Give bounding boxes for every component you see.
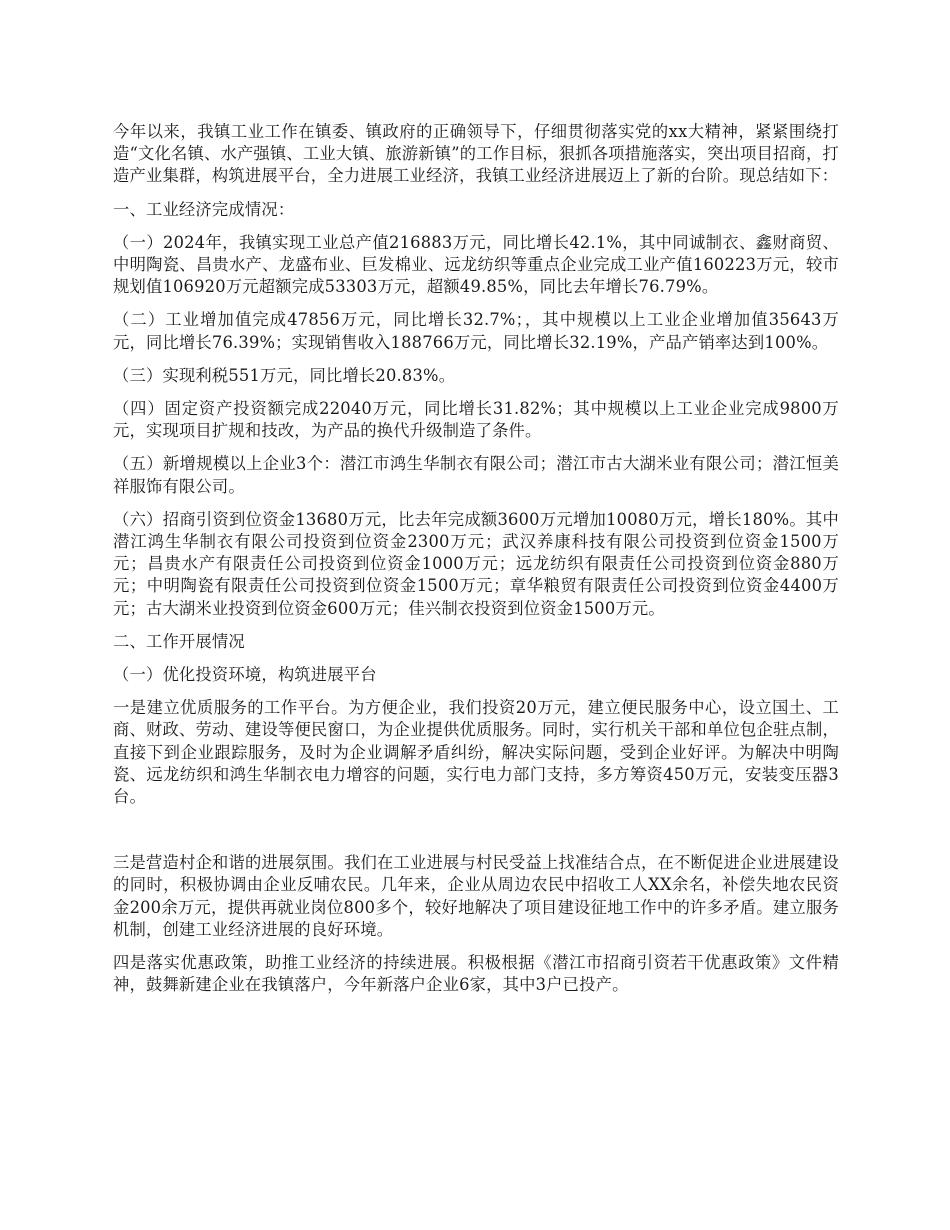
item-paragraph-4: （四）固定资产投资额完成22040万元，同比增长31.82%；其中规模以上工业企业完成9800万元，实现项目扩规和技改，为产品的换代升级制造了条件。 xyxy=(113,399,839,441)
section-heading-1: 一、工业经济完成情况： xyxy=(113,199,295,219)
intro-paragraph: 今年以来，我镇工业工作在镇委、镇政府的正确领导下，仔细贯彻落实党的xx大精神，紧紧围绕打造“文化名镇、水产强镇、工业大镇、旅游新镇”的工作目标，狠抓各项措施落实，突出项目招商，打造产业集群，构筑进展平台，全力进展工业经济，我镇工业经济进展迈上了新的台阶。现总结如下： xyxy=(113,122,839,186)
item-paragraph-3: （三）实现利税551万元，同比增长20.83%。 xyxy=(113,365,456,385)
item-paragraph-1: （一）2024年，我镇实现工业总产值216883万元，同比增长42.1%，其中同诚制衣、鑫财商贸、中明陶瓷、昌贵水产、龙盛布业、巨发棉业、远龙纺织等重点企业完成工业产值160223万元，较市规划值106920万元超额完成53303万元，超额49.85%，同比去年增长76.79%。 xyxy=(113,232,839,297)
body-paragraph-4: 四是落实优惠政策，助推工业经济的持续进展。积极根据《潜江市招商引资若干优惠政策》文件精神，鼓舞新建企业在我镇落户，今年新落户企业6家，其中3户已投产。 xyxy=(113,953,839,995)
section-heading-2: 二、工作开展情况 xyxy=(113,631,245,651)
subsection-heading-1: （一）优化投资环境，构筑进展平台 xyxy=(113,665,377,685)
item-paragraph-2: （二）工业增加值完成47856万元，同比增长32.7%；，其中规模以上工业企业增加值35643万元，同比增长76.39%；实现销售收入188766万元，同比增长32.19%，产品产销率达到100%。 xyxy=(113,310,839,352)
body-paragraph-1: 一是建立优质服务的工作平台。为方便企业，我们投资20万元，建立便民服务中心，设立国土、工商、财政、劳动、建设等便民窗口，为企业提供优质服务。同时，实行机关干部和单位包企驻点制，直接下到企业跟踪服务，及时为企业调解矛盾纠纷，解决实际问题，受到企业好评。为解决中明陶瓷、远龙纺织和鸿生华制衣电力增容的问题，实行电力部门支持，多方筹资450万元，安装变压器3台。 xyxy=(113,698,839,807)
item-paragraph-6: （六）招商引资到位资金13680万元，比去年完成额3600万元增加10080万元，增长180%。其中潜江鸿生华制衣有限公司投资到位资金2300万元；武汉养康科技有限公司投资到位资金1500万元；昌贵水产有限责任公司投资到位资金1000万元；远龙纺织有限责任公司投资到位资金880万元；中明陶瓷有限责任公司投资到位资金1500万元；章华粮贸有限责任公司投资到位资金4400万元；古大湖米业投资到位资金600万元；佳兴制衣投资到位资金1500万元。 xyxy=(113,509,839,618)
body-paragraph-3: 三是营造村企和谐的进展氛围。我们在工业进展与村民受益上找准结合点，在不断促进企业进展建设的同时，积极协调由企业反哺农民。几年来，企业从周边农民中招收工人XX余名，补偿失地农民资金200余万元，提供再就业岗位800多个，较好地解决了项目建设征地工作中的许多矛盾。建立服务机制，创建工业经济进展的良好环境。 xyxy=(113,853,839,939)
document-body xyxy=(113,121,839,997)
item-paragraph-5: （五）新增规模以上企业3个：潜江市鸿生华制衣有限公司；潜江市古大湖米业有限公司；潜江恒美祥服饰有限公司。 xyxy=(113,454,839,496)
